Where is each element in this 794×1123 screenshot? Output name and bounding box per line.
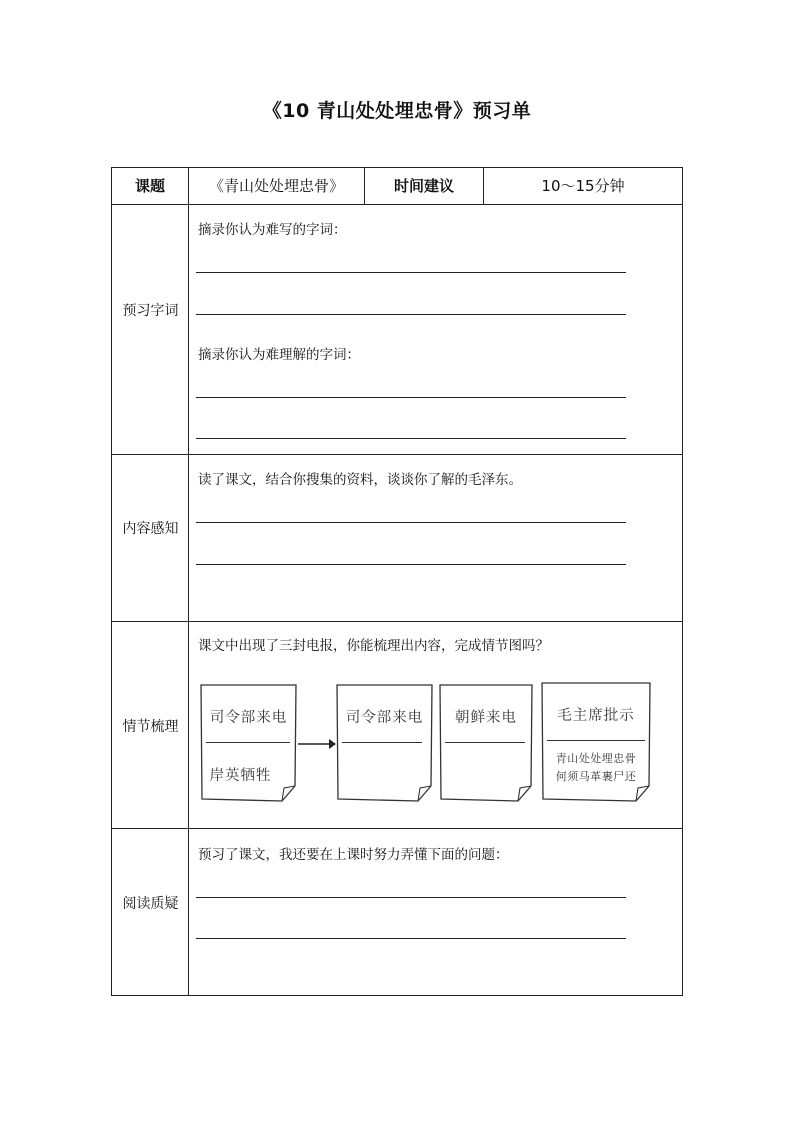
topic-label: 课题: [134, 177, 165, 195]
paper-icon: [336, 684, 433, 802]
arrow-right-icon: [297, 736, 337, 752]
answer-line[interactable]: [196, 438, 626, 439]
answer-line[interactable]: [196, 314, 626, 315]
section-label-vocab: 预习字词: [122, 303, 179, 319]
table-border-left: [111, 167, 112, 996]
answer-line[interactable]: [196, 564, 626, 565]
telegram-3-blank[interactable]: [445, 742, 525, 743]
paper-icon: [541, 682, 651, 802]
paper-icon: [439, 684, 533, 802]
section-label-questions: 阅读质疑: [122, 896, 179, 912]
answer-line[interactable]: [196, 522, 626, 523]
table-border-bottom: [111, 995, 683, 996]
telegram-card-3: [439, 684, 533, 802]
topic-value: 《青山处处埋忠骨》: [208, 177, 344, 195]
time-value: 10～15分钟: [541, 177, 625, 195]
table-divider: [111, 454, 683, 455]
telegram-4-line-1: 青山处处埋忠骨: [555, 752, 637, 765]
table-divider: [111, 828, 683, 829]
table-divider: [111, 621, 683, 622]
time-label: 时间建议: [393, 177, 454, 195]
table-border-top: [111, 167, 683, 168]
answer-line[interactable]: [196, 897, 626, 898]
section-label-content: 内容感知: [122, 521, 179, 537]
telegram-1-blank[interactable]: [206, 742, 290, 743]
content-prompt: 读了课文，结合你搜集的资料，谈谈你了解的毛泽东。: [198, 472, 522, 488]
telegram-1-content: 岸英牺牲: [209, 768, 272, 784]
table-column-divider: [188, 167, 189, 996]
table-divider: [111, 204, 683, 205]
answer-line[interactable]: [196, 397, 626, 398]
page-title: 《10 青山处处埋忠骨》预习单: [262, 100, 532, 122]
telegram-card-2: [336, 684, 433, 802]
telegram-4-source: 毛主席批示: [557, 708, 635, 724]
vocab-prompt-hard-to-understand: 摘录你认为难理解的字词：: [198, 347, 360, 363]
telegram-1-source: 司令部来电: [209, 710, 288, 726]
table-border-right: [682, 167, 683, 996]
telegram-3-source: 朝鲜来电: [455, 710, 517, 726]
vocab-prompt-hard-to-write: 摘录你认为难写的字词：: [198, 222, 347, 238]
telegram-2-source: 司令部来电: [345, 710, 424, 726]
telegram-4-line-2: 何须马革裹尸还: [555, 770, 637, 783]
telegram-4-divider: [547, 740, 645, 741]
answer-line[interactable]: [196, 272, 626, 273]
questions-prompt: 预习了课文，我还要在上课时努力弄懂下面的问题：: [198, 847, 509, 863]
telegram-2-blank[interactable]: [342, 742, 422, 743]
plot-prompt: 课文中出现了三封电报，你能梳理出内容，完成情节图吗？: [198, 638, 549, 654]
section-label-plot: 情节梳理: [122, 719, 179, 735]
telegram-card-1: [200, 684, 297, 802]
telegram-card-4: [541, 682, 651, 802]
answer-line[interactable]: [196, 938, 626, 939]
